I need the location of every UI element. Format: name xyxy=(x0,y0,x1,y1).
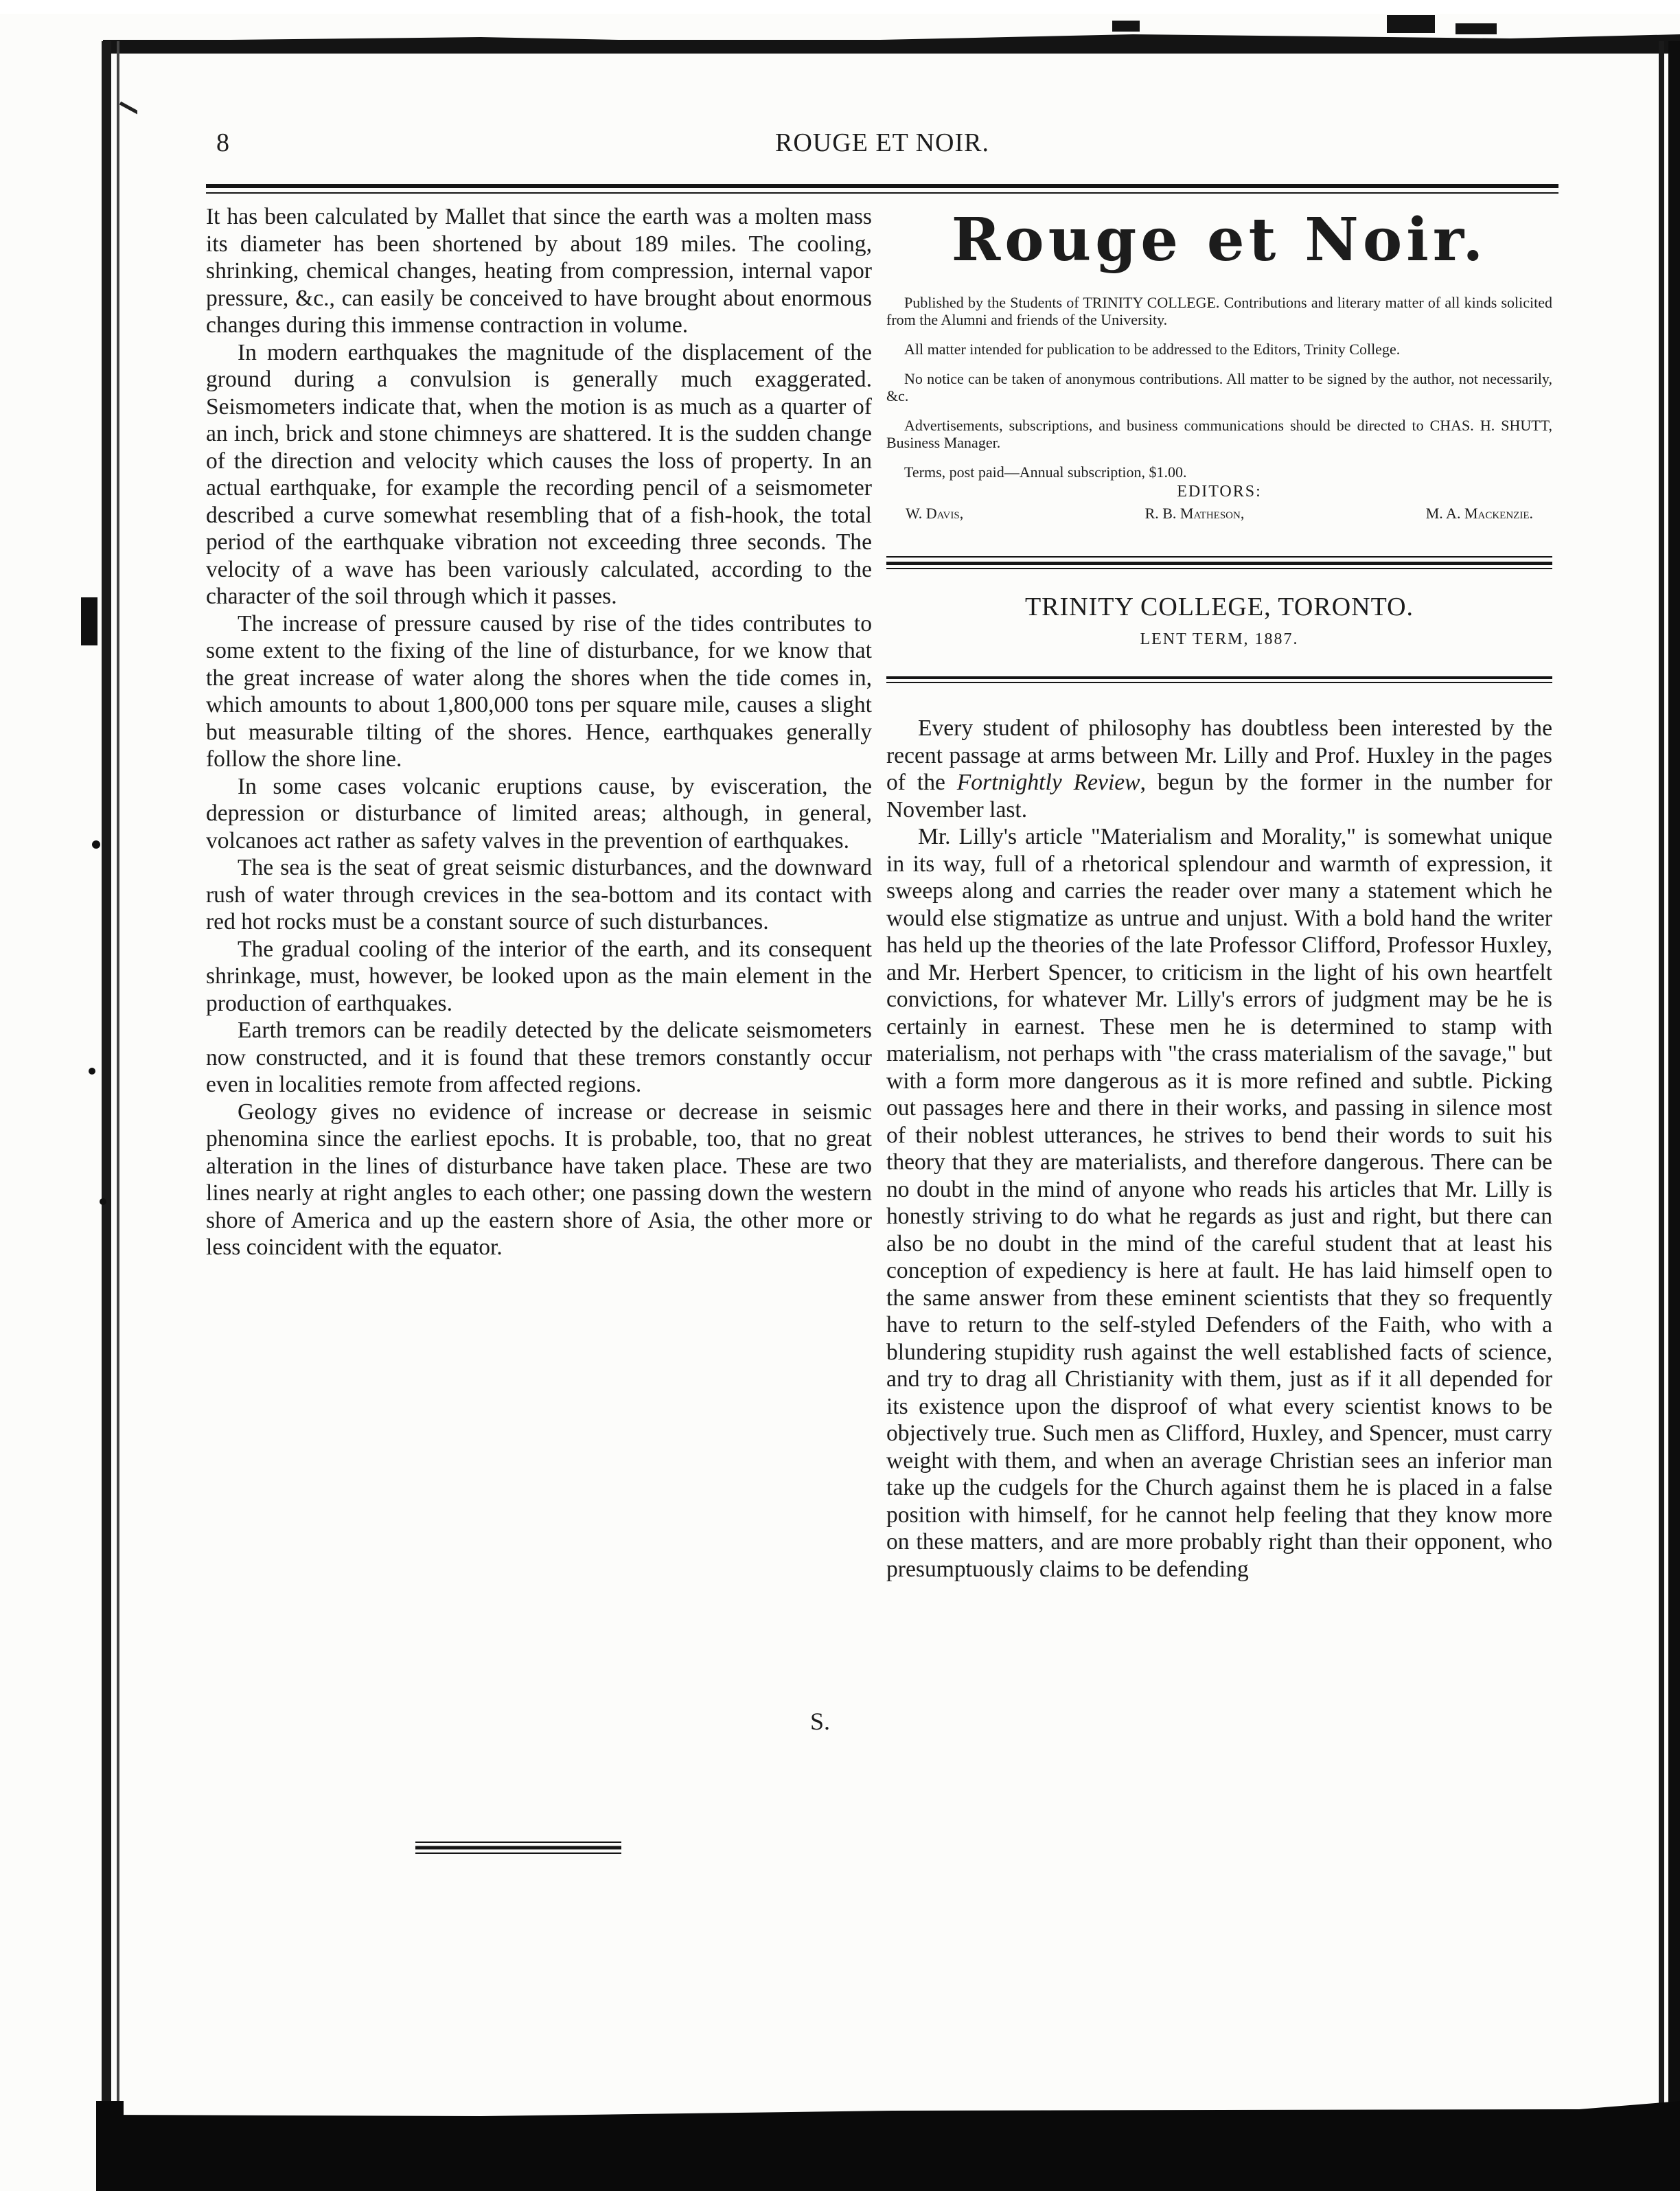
scan-edge-left xyxy=(0,41,137,2108)
review-title: Fortnightly Review xyxy=(956,770,1140,795)
page-number: 8 xyxy=(216,128,229,157)
notice-business: Advertisements, subscriptions, and business communications should be directed to CHAS. H. SHUTT, Business Manager. xyxy=(886,417,1552,451)
article-signature: S. xyxy=(810,1708,831,1735)
editorial-text: , begun by the former in the number for November last. xyxy=(886,770,1552,823)
section-rule xyxy=(886,676,1552,683)
editors-list xyxy=(886,501,1552,522)
editorial-paragraph: Mr. Lilly's article "Materialism and Morality," is somewhat unique in its way, full of a rhetorical splendour and warmth of expression, it sweeps along and carries the reader over many a statement which he would else stigmatize as untrue and unjust. With a bold hand the writer has held up the theories of the late Professor Clifford, Professor Huxley, and Mr. Herbert Spencer, to criticism in the light of his own heartfelt convictions, for whatever Mr. Lilly's errors of judgment may be he is certainly in earnest. These men he is determined to stamp with materialism, not perhaps with "the crass materialism of the savage," but with a form more dangerous as it is more refined and subtle. Picking out passages here and there in their works, and passing in silence most of their noblest utterances, he strives to bend their words to suit his theory that they are materialists, and therefore dangerous. There can be no doubt in the mind of anyone who reads his articles that Mr. Lilly is honestly striving to do what he regards as just and right, but there can also be no doubt in the mind of the careful student that at least his conception of expediency is here at fault. He has laid himself open to the same answer from these eminent scientists that they so frequently have to return to the self-styled Defenders of the Faith, who with a blundering stupidity rush against the well established facts of science, and try to drag all Christianity with them, just as if it all depended for its existence upon the disproof of what every scientist knows to be objectively true. Such men as Clifford, Huxley, and Spencer, must carry weight with them, and when an average Christian sees an inferior man take up the cudgels for the Church against them he is placed in a false position with himself, for he cannot help feeling that they know more on these matters, and are more probably right than their opponent, who presumptuously claims to be defending xyxy=(886,824,1552,1582)
notice-address: All matter intended for publication to be addressed to the Editors, Trinity College. xyxy=(904,341,1401,358)
masthead-column xyxy=(886,206,1552,1583)
masthead-notices xyxy=(886,294,1552,522)
article-paragraph: The sea is the seat of great seismic disturbances, and the downward rush of water through crevices in the sea-bottom and its contact with red hot rocks must be a constant source of such disturbances. xyxy=(206,855,872,934)
notice-anonymous: No notice can be taken of anonymous contributions. All matter to be signed by the author, not necessarily, &c. xyxy=(886,370,1552,404)
term-line: LENT TERM, 1887. xyxy=(1140,630,1299,648)
scan-edge-top xyxy=(0,0,1680,54)
article-paragraph: In modern earthquakes the magnitude of the displacement of the ground during a convulsion is generally much exaggerated. Seismometers indicate that, when the motion is as much as a quarter of an inch, brick and stone chimneys are shattered. It is the sudden change of the direction and velocity which causes the loss of property. In an actual earthquake, for example the recording pencil of a seismometer described a curve somewhat resembling that of a fish-hook, the total period of the earthquake vibration not exceeding three seconds. The velocity of a wave has been variously calculated, according to the character of the soil through which it passes. xyxy=(206,339,872,609)
article-paragraph: Earth tremors can be readily detected by the delicate seismometers now constructed, and it is found that these tremors constantly occur even in localities remote from affected regions. xyxy=(206,1018,872,1097)
article-continued xyxy=(206,203,872,1261)
editors-heading: EDITORS: xyxy=(1177,483,1262,501)
header-rule xyxy=(206,184,1558,188)
article-paragraph: It has been calculated by Mallet that since the earth was a molten mass its diameter has been shortened by about 189 miles. The cooling, shrinking, chemical changes, heating from compression, internal vapor pressure, &c., can easily be conceived to have brought about enormous changes during this immense contraction in volume. xyxy=(206,204,872,338)
article-paragraph: The increase of pressure caused by rise of the tides contributes to some extent to the fixing of the line of disturbance, for we know that the great increase of water along the shores when the tide comes in, which amounts to about 1,800,000 tons per square mile, causes a slight but measurable tilting of the shores. Hence, earthquakes generally follow the shore line. xyxy=(206,610,872,772)
masthead-rule xyxy=(886,556,1552,567)
editorial xyxy=(886,715,1552,1583)
article-paragraph: In some cases volcanic eruptions cause, by evisceration, the depression or disturbance of limited areas; although, in general, volcanoes act rather as safety valves in the prevention of earthquakes. xyxy=(206,773,872,853)
editor-name: R. B. Matheson, xyxy=(1144,505,1245,522)
running-head xyxy=(206,128,1558,169)
article-paragraph: Geology gives no evidence of increase or decrease in seismic phenomina since the earliest epochs. It is probable, too, that no great alteration in the lines of disturbance have taken place. These are two lines nearly at right angles to each other; one passing down the western shore of America and up the eastern shore of Asia, the other more or less coincident with the equator. xyxy=(206,1099,872,1260)
running-title: ROUGE ET NOIR. xyxy=(774,128,989,157)
scan-edge-bottom xyxy=(0,2101,1680,2191)
notice-publisher: Published by the Students of TRINITY COLLEGE. Contributions and literary matter of all kinds solicited from the Alumni and friends of the University. xyxy=(886,294,1552,328)
editor-name: M. A. Mackenzie. xyxy=(1425,505,1533,522)
scan-edge-right xyxy=(1613,41,1680,2108)
editorial-text: Every student of philosophy has doubtless been interested by the recent passage at arms between Mr. Lilly and Prof. Huxley in the pages of the xyxy=(886,715,1552,795)
article-end-rule xyxy=(415,1841,621,1855)
editor-name: W. Davis, xyxy=(906,505,964,522)
notice-terms: Terms, post paid—Annual subscription, $1.00. xyxy=(904,463,1187,481)
college-title: TRINITY COLLEGE, TORONTO. xyxy=(1024,593,1414,621)
article-paragraph: The gradual cooling of the interior of the earth, and its consequent shrinkage, must, however, be looked upon as the main element in the production of earthquakes. xyxy=(206,936,872,1016)
masthead-title: Rouge et Noir. xyxy=(951,205,1488,275)
editorial-paragraph xyxy=(886,715,1552,823)
